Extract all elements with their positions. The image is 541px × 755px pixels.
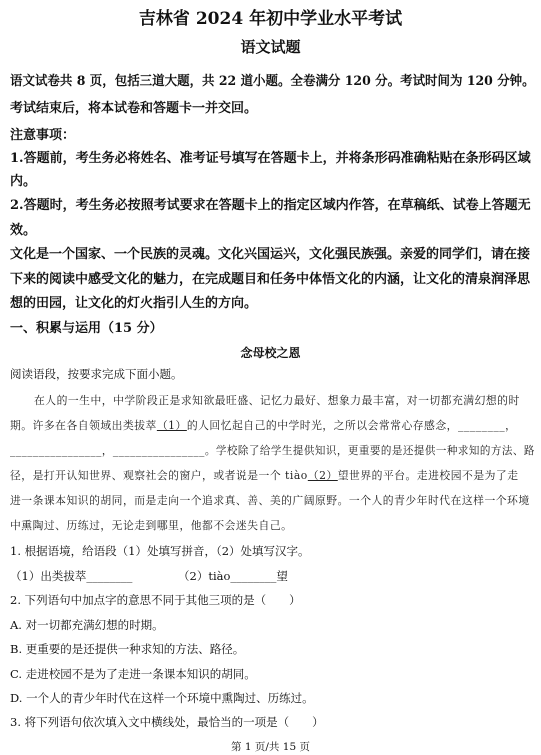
exam-subtitle: 语文试题 [240, 38, 301, 56]
notes-item-1a: 1.答题前，考生务必将姓名、准考证号填写在答题卡上，并将条形码准确粘贴在条形码区域 [10, 151, 531, 166]
question-2-option-b: B. 更重要的是还提供一种求知的方法、路径。 [10, 642, 245, 656]
question-2-option-a: A. 对一切都充满幻想的时期。 [10, 618, 164, 632]
passage-line-3: ________________，________________。学校除了给学生提供知识，更重要的是还提供一种求知的方法、路 [10, 444, 535, 457]
passage-line-2 [10, 418, 516, 433]
passage-line-6: 中熏陶过、历练过，无论走到哪里，他都不会迷失自己。 [10, 519, 293, 532]
passage-line-2b: 的人回忆起自己的中学时光，之所以会常常心存感念，________， [186, 419, 517, 432]
notes-item-2a: 2.答题时，考生务必按照考试要求在答题卡上的指定区域内作答，在草稿纸、试卷上答题无 [10, 198, 531, 213]
notes-item-1b: 内。 [10, 174, 37, 189]
passage-title: 念母校之恩 [240, 346, 301, 360]
blank-1: （1） [156, 419, 187, 432]
preface-line-3: 想的田园，让文化的灯火指引人生的方向。 [10, 296, 258, 311]
question-2-stem: 2. 下列语句中加点字的意思不同于其他三项的是（ ） [10, 593, 301, 607]
section-heading: 一、积累与运用（15 分） [10, 321, 163, 336]
instruction: 阅读语段，按要求完成下面小题。 [10, 367, 183, 381]
question-1-stem: 1. 根据语境，给语段（1）处填写拼音，（2）处填写汉字。 [10, 544, 310, 558]
exam-title: 吉林省 2024 年初中学业水平考试 [138, 9, 403, 29]
blank-2: （2） [307, 469, 338, 482]
intro-line-2: 考试结束后，将本试卷和答题卡一并交回。 [10, 101, 258, 116]
passage-line-5: 进一条课本知识的胡同，而是走向一个追求真、善、美的广阔原野。一个人的青少年时代在这样一个环境 [10, 494, 530, 507]
notes-item-2b: 效。 [10, 223, 37, 238]
passage-line-4 [10, 468, 519, 483]
passage-line-1: 在人的一生中，中学阶段正是求知欲最旺盛、记忆力最好、想象力最丰富，对一切都充满幻想的时 [34, 394, 520, 407]
preface-line-2: 下来的阅读中感受文化的魅力，在完成题目和任务中体悟文化的内涵，让文化的清泉润泽思 [10, 272, 531, 287]
intro-line-1: 语文试卷共 8 页，包括三道大题，共 22 道小题。全卷满分 120 分。考试时间为 120 分钟。 [10, 74, 535, 89]
question-3-stem: 3. 将下列语句依次填入文中横线处，最恰当的一项是（ ） [10, 715, 324, 729]
page-footer: 第 1 页/共 15 页 [231, 741, 310, 753]
passage-line-4a: 径，是打开认知世界、观察社会的窗户，或者说是一个 tiào [10, 469, 308, 482]
preface-line-1: 文化是一个国家、一个民族的灵魂。文化兴国运兴，文化强民族强。亲爱的同学们，请在接 [10, 247, 531, 262]
passage-line-2a: 期。许多在各自领域出类拔萃 [10, 419, 157, 432]
notes-heading: 注意事项： [10, 128, 76, 143]
passage-line-4b: 望世界的平台。走进校园不是为了走 [337, 469, 519, 482]
question-1-b: （2）tiào________望 [178, 569, 288, 583]
question-2-option-d: D. 一个人的青少年时代在这样一个环境中熏陶过、历练过。 [10, 691, 314, 705]
question-1-a: （1）出类拔萃________ [10, 569, 133, 583]
question-2-option-c: C. 走进校园不是为了走进一条课本知识的胡同。 [10, 667, 256, 681]
